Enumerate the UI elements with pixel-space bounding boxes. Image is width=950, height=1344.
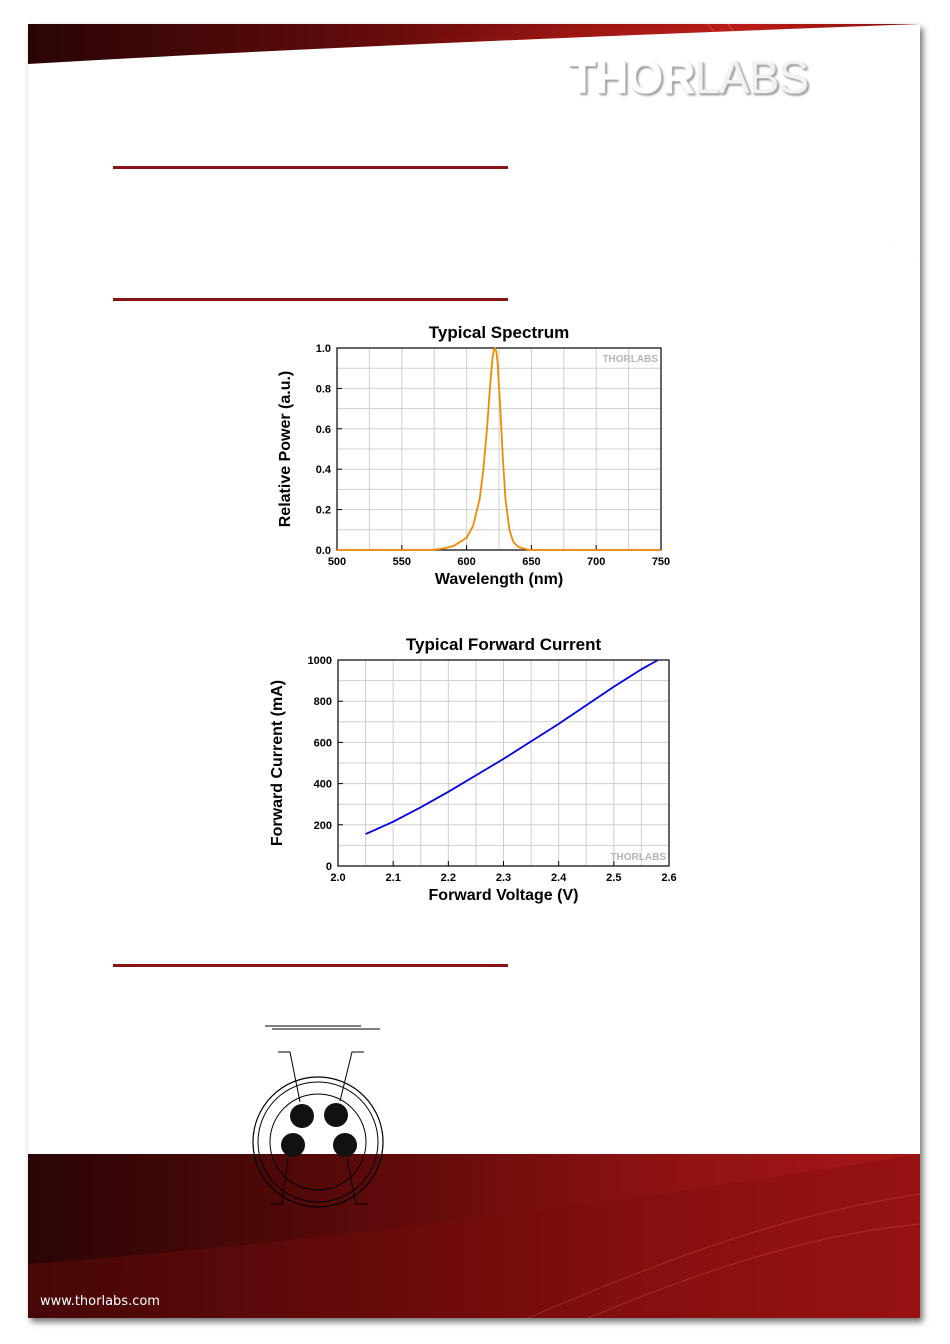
thorlabs-logo (568, 50, 808, 104)
pin-2 (324, 1103, 348, 1127)
logo-text-bold: THOR (568, 51, 695, 103)
y-tick-label: 1000 (307, 655, 332, 667)
y-tick-label: 0.0 (315, 545, 331, 557)
y-axis-label: Forward Current (mA) (269, 679, 286, 847)
y-tick-label: 0 (325, 861, 332, 873)
chart-watermark: THORLABS (610, 852, 666, 863)
chart-watermark: THORLABS (602, 354, 658, 365)
footer-banner (28, 1154, 920, 1318)
x-tick-label: 2.0 (330, 872, 346, 884)
spectrum-chart (268, 316, 688, 596)
footer-swirl-graphic (28, 1154, 920, 1318)
y-tick-label: 0.8 (315, 383, 331, 396)
chart-title: Typical Forward Current (405, 635, 602, 654)
x-tick-label: 2.3 (495, 872, 512, 884)
pin-4 (333, 1133, 357, 1157)
chart-title: Typical Spectrum (428, 323, 570, 342)
pin-3 (281, 1133, 305, 1157)
pin-1 (290, 1104, 314, 1128)
y-tick-label: 1.0 (315, 343, 331, 355)
section-rule-2 (113, 298, 508, 301)
forward-current-chart (258, 630, 698, 920)
section-rule-3 (113, 964, 508, 967)
x-tick-label: 2.6 (661, 872, 677, 884)
datasheet-page (28, 24, 920, 1318)
pin-leader-lines (270, 1052, 368, 1204)
y-tick-label: 400 (313, 778, 332, 791)
footer-url[interactable]: www.thorlabs.com (40, 1294, 160, 1309)
x-tick-label: 650 (522, 556, 541, 568)
package-inner-ring (258, 1082, 378, 1202)
x-tick-label: 2.1 (385, 872, 401, 884)
y-tick-label: 200 (313, 819, 332, 832)
x-tick-label: 550 (392, 556, 411, 568)
x-axis-label: Forward Voltage (V) (428, 887, 579, 904)
x-tick-label: 500 (327, 556, 347, 568)
y-axis-label: Relative Power (a.u.) (277, 370, 294, 528)
package-outer-ring (253, 1077, 383, 1207)
y-tick-label: 0.4 (315, 464, 331, 477)
x-tick-label: 2.5 (606, 872, 622, 884)
x-tick-label: 2.4 (551, 872, 567, 884)
x-tick-label: 700 (587, 556, 606, 568)
y-tick-label: 600 (313, 737, 332, 750)
y-tick-label: 800 (313, 696, 332, 709)
x-tick-label: 600 (457, 556, 476, 568)
x-tick-label: 750 (651, 556, 671, 568)
x-tick-label: 2.2 (440, 872, 456, 884)
y-tick-label: 0.6 (315, 423, 331, 436)
y-tick-label: 0.2 (315, 504, 331, 517)
led-pinout-diagram (248, 1024, 448, 1224)
section-rule-1 (113, 166, 508, 169)
x-axis-label: Wavelength (nm) (434, 571, 564, 588)
logo-text-light: LABS (694, 51, 808, 103)
